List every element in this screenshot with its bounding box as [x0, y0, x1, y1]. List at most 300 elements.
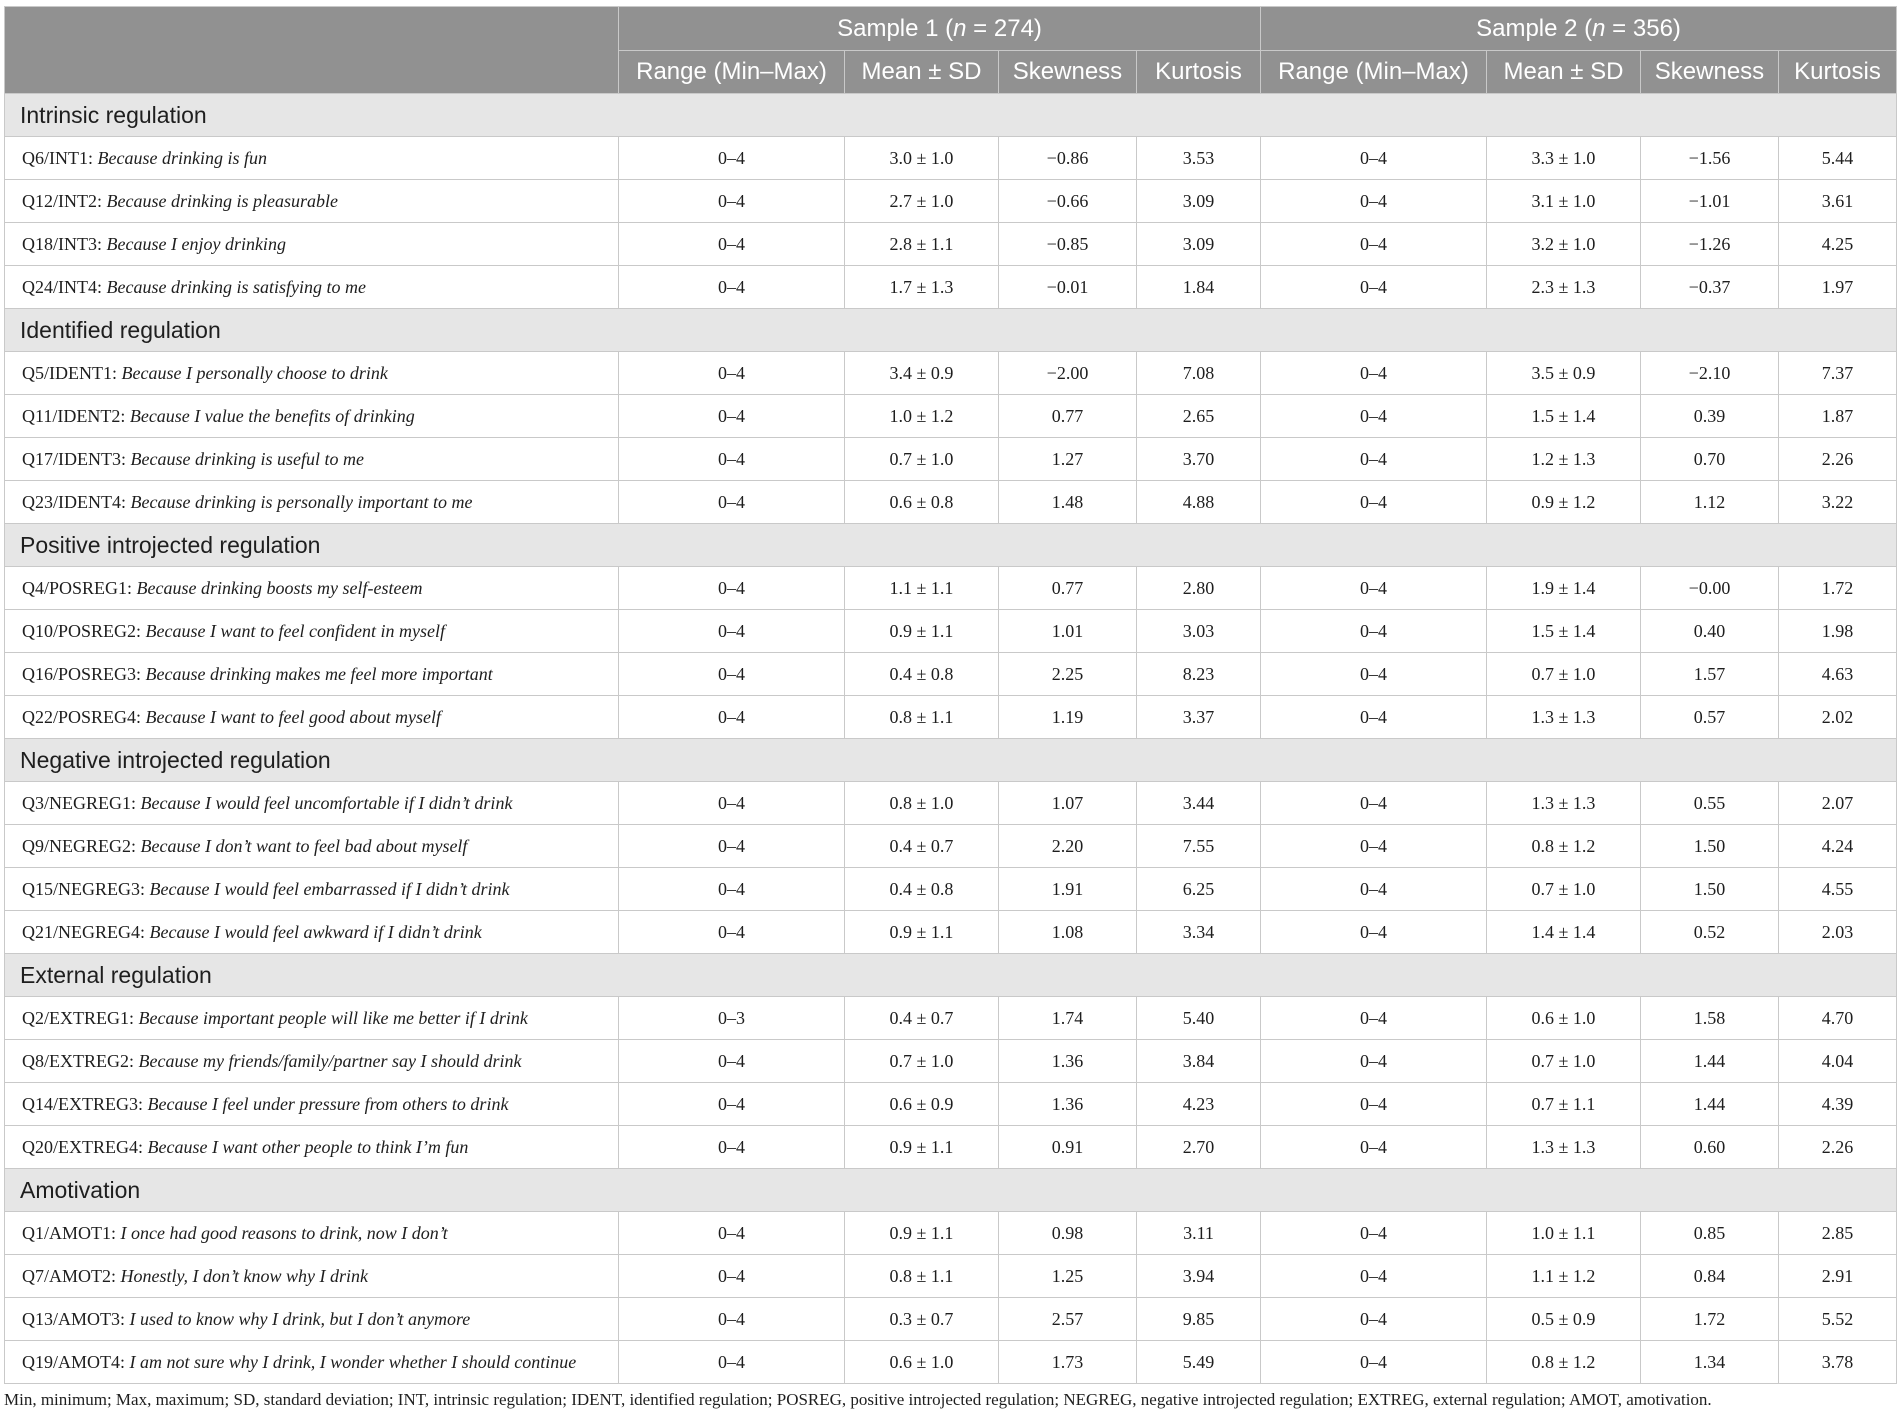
sample2-skewness-cell: −2.10 [1641, 352, 1779, 395]
table-row [5, 481, 1897, 524]
item-text: Because I would feel awkward if I didn’t drink [149, 921, 482, 942]
sample2-skewness-header: Skewness [1641, 51, 1779, 94]
item-text: Because drinking makes me feel more important [145, 663, 493, 684]
sample1-mean-sd-cell: 0.3 ± 0.7 [845, 1298, 999, 1341]
sample2-mean-sd-cell: 0.7 ± 1.1 [1487, 1083, 1641, 1126]
sample2-range-cell: 0–4 [1261, 911, 1487, 954]
sample1-range-cell: 0–4 [619, 137, 845, 180]
sample1-mean-header: Mean ± SD [845, 51, 999, 94]
group-row [5, 1169, 1897, 1212]
sample1-skewness-cell: 1.07 [999, 782, 1137, 825]
item-cell [5, 223, 619, 266]
item-cell [5, 1040, 619, 1083]
sample2-skewness-cell: −0.37 [1641, 266, 1779, 309]
sample1-range-cell: 0–4 [619, 782, 845, 825]
sample1-kurtosis-cell: 4.88 [1137, 481, 1261, 524]
sample1-range-cell: 0–4 [619, 180, 845, 223]
sample1-skewness-cell: 1.36 [999, 1040, 1137, 1083]
table-row [5, 438, 1897, 481]
sample2-mean-sd-cell: 0.8 ± 1.2 [1487, 1341, 1641, 1384]
sample2-kurtosis-cell: 1.97 [1779, 266, 1897, 309]
sample2-skewness-cell: 0.52 [1641, 911, 1779, 954]
sample1-skewness-cell: −0.01 [999, 266, 1137, 309]
sample1-skewness-cell: 0.77 [999, 567, 1137, 610]
item-code: Q11/IDENT2: [22, 405, 130, 426]
sample1-range-cell: 0–4 [619, 1341, 845, 1384]
item-code: Q4/POSREG1: [22, 577, 137, 598]
sample2-mean-sd-cell: 2.3 ± 1.3 [1487, 266, 1641, 309]
sample1-mean-sd-cell: 0.8 ± 1.0 [845, 782, 999, 825]
sample2-skewness-cell: 1.12 [1641, 481, 1779, 524]
sample2-range-cell: 0–4 [1261, 782, 1487, 825]
group-title: Identified regulation [5, 309, 1897, 352]
sample1-skewness-cell: 1.27 [999, 438, 1137, 481]
sample2-range-cell: 0–4 [1261, 653, 1487, 696]
item-text: Because I would feel uncomfortable if I didn’t drink [140, 792, 513, 813]
sample1-mean-sd-cell: 2.7 ± 1.0 [845, 180, 999, 223]
group-row [5, 954, 1897, 997]
sample2-mean-sd-cell: 0.8 ± 1.2 [1487, 825, 1641, 868]
table-row [5, 997, 1897, 1040]
sample1-skewness-cell: −0.85 [999, 223, 1137, 266]
item-cell [5, 610, 619, 653]
sample1-range-cell: 0–4 [619, 610, 845, 653]
item-cell [5, 567, 619, 610]
sample2-kurtosis-cell: 4.55 [1779, 868, 1897, 911]
sample2-mean-sd-cell: 1.0 ± 1.1 [1487, 1212, 1641, 1255]
sample1-mean-sd-cell: 0.8 ± 1.1 [845, 1255, 999, 1298]
sample1-range-cell: 0–4 [619, 395, 845, 438]
item-text: Because drinking is personally important to me [130, 491, 473, 512]
sample2-skewness-cell: −1.56 [1641, 137, 1779, 180]
sample1-skewness-cell: 1.08 [999, 911, 1137, 954]
item-code: Q7/AMOT2: [22, 1265, 121, 1286]
sample1-kurtosis-header: Kurtosis [1137, 51, 1261, 94]
sample2-kurtosis-cell: 2.02 [1779, 696, 1897, 739]
sample2-mean-sd-cell: 1.3 ± 1.3 [1487, 696, 1641, 739]
item-code: Q23/IDENT4: [22, 491, 131, 512]
sample2-kurtosis-cell: 4.25 [1779, 223, 1897, 266]
sample2-mean-sd-cell: 0.7 ± 1.0 [1487, 1040, 1641, 1083]
sample1-kurtosis-cell: 1.84 [1137, 266, 1261, 309]
sample1-mean-sd-cell: 0.9 ± 1.1 [845, 911, 999, 954]
item-cell [5, 997, 619, 1040]
sample1-skewness-cell: 1.48 [999, 481, 1137, 524]
item-cell [5, 1298, 619, 1341]
item-code: Q12/INT2: [22, 190, 107, 211]
sample1-skewness-cell: 0.98 [999, 1212, 1137, 1255]
sample2-skewness-cell: 1.50 [1641, 868, 1779, 911]
sample2-range-cell: 0–4 [1261, 1040, 1487, 1083]
sample2-kurtosis-cell: 1.72 [1779, 567, 1897, 610]
sample1-mean-sd-cell: 1.1 ± 1.1 [845, 567, 999, 610]
item-code: Q16/POSREG3: [22, 663, 146, 684]
item-text: I am not sure why I drink, I wonder whether I should continue [129, 1351, 577, 1372]
sample1-kurtosis-cell: 2.70 [1137, 1126, 1261, 1169]
item-text: I used to know why I drink, but I don’t anymore [129, 1308, 471, 1329]
item-text: Because I want other people to think I’m fun [147, 1136, 469, 1157]
table-body [5, 94, 1897, 1384]
sample1-range-cell: 0–4 [619, 1298, 845, 1341]
item-code: Q1/AMOT1: [22, 1222, 121, 1243]
sample1-range-cell: 0–4 [619, 696, 845, 739]
sample2-range-cell: 0–4 [1261, 825, 1487, 868]
table-row [5, 825, 1897, 868]
sample1-kurtosis-cell: 4.23 [1137, 1083, 1261, 1126]
sample2-range-cell: 0–4 [1261, 696, 1487, 739]
sample1-mean-sd-cell: 2.8 ± 1.1 [845, 223, 999, 266]
sample1-range-cell: 0–4 [619, 352, 845, 395]
sample2-skewness-cell: 1.44 [1641, 1083, 1779, 1126]
table-header [5, 7, 1897, 94]
sample1-range-header: Range (Min–Max) [619, 51, 845, 94]
sample2-skewness-cell: 0.39 [1641, 395, 1779, 438]
sample1-range-cell: 0–4 [619, 1083, 845, 1126]
item-code: Q10/POSREG2: [22, 620, 146, 641]
sample1-kurtosis-cell: 9.85 [1137, 1298, 1261, 1341]
sample2-mean-sd-cell: 0.7 ± 1.0 [1487, 868, 1641, 911]
item-text: Because drinking is fun [97, 147, 267, 168]
sample1-mean-sd-cell: 0.6 ± 0.9 [845, 1083, 999, 1126]
sample2-skewness-cell: 1.44 [1641, 1040, 1779, 1083]
sample2-skewness-cell: 1.58 [1641, 997, 1779, 1040]
sample2-kurtosis-cell: 1.87 [1779, 395, 1897, 438]
sample1-mean-sd-cell: 0.7 ± 1.0 [845, 438, 999, 481]
sample1-mean-sd-cell: 0.4 ± 0.8 [845, 868, 999, 911]
sample1-kurtosis-cell: 3.70 [1137, 438, 1261, 481]
sample2-kurtosis-cell: 2.07 [1779, 782, 1897, 825]
sample2-mean-sd-cell: 1.5 ± 1.4 [1487, 610, 1641, 653]
sample2-skewness-cell: 0.70 [1641, 438, 1779, 481]
item-code: Q3/NEGREG1: [22, 792, 141, 813]
sample2-mean-sd-cell: 1.3 ± 1.3 [1487, 1126, 1641, 1169]
item-code: Q18/INT3: [22, 233, 107, 254]
sample1-range-cell: 0–4 [619, 223, 845, 266]
item-text: Because drinking is satisfying to me [106, 276, 366, 297]
sample1-skewness-cell: −2.00 [999, 352, 1137, 395]
sample1-kurtosis-cell: 2.80 [1137, 567, 1261, 610]
item-code: Q20/EXTREG4: [22, 1136, 148, 1157]
table-footnote: Min, minimum; Max, maximum; SD, standard deviation; INT, intrinsic regulation; IDENT, identified regulation; POSREG, positive introjected regulation; NEGREG, negative introjected regulation; EXTREG, external regulation; AMOT, amotivation. [4, 1390, 1712, 1409]
sample2-kurtosis-cell: 4.39 [1779, 1083, 1897, 1126]
sample2-kurtosis-cell: 4.63 [1779, 653, 1897, 696]
sample1-mean-sd-cell: 1.7 ± 1.3 [845, 266, 999, 309]
sample1-skewness-cell: 1.91 [999, 868, 1137, 911]
sample2-kurtosis-cell: 2.85 [1779, 1212, 1897, 1255]
table-row [5, 395, 1897, 438]
sample2-mean-sd-cell: 0.9 ± 1.2 [1487, 481, 1641, 524]
sample1-mean-sd-cell: 3.4 ± 0.9 [845, 352, 999, 395]
item-text: Because I personally choose to drink [121, 362, 388, 383]
sample2-skewness-cell: 1.34 [1641, 1341, 1779, 1384]
group-title: Intrinsic regulation [5, 94, 1897, 137]
sample1-kurtosis-cell: 5.49 [1137, 1341, 1261, 1384]
sample2-skewness-cell: 0.60 [1641, 1126, 1779, 1169]
item-cell [5, 481, 619, 524]
table-row [5, 1083, 1897, 1126]
sample2-mean-sd-cell: 0.7 ± 1.0 [1487, 653, 1641, 696]
group-title: Positive introjected regulation [5, 524, 1897, 567]
item-code: Q9/NEGREG2: [22, 835, 141, 856]
sample1-kurtosis-cell: 3.03 [1137, 610, 1261, 653]
sample1-kurtosis-cell: 3.84 [1137, 1040, 1261, 1083]
item-cell [5, 395, 619, 438]
item-text: Because I would feel embarrassed if I didn’t drink [149, 878, 510, 899]
sample2-kurtosis-cell: 4.04 [1779, 1040, 1897, 1083]
sample2-kurtosis-cell: 3.61 [1779, 180, 1897, 223]
sample2-range-cell: 0–4 [1261, 180, 1487, 223]
sample1-mean-sd-cell: 0.6 ± 0.8 [845, 481, 999, 524]
descriptive-statistics-table [4, 6, 1897, 1384]
table-row [5, 266, 1897, 309]
item-cell [5, 782, 619, 825]
group-title: Negative introjected regulation [5, 739, 1897, 782]
table-row [5, 610, 1897, 653]
sample1-range-cell: 0–4 [619, 1212, 845, 1255]
table-row [5, 868, 1897, 911]
sample1-kurtosis-cell: 5.40 [1137, 997, 1261, 1040]
sample1-kurtosis-cell: 8.23 [1137, 653, 1261, 696]
group-title: Amotivation [5, 1169, 1897, 1212]
sample2-skewness-cell: 0.85 [1641, 1212, 1779, 1255]
item-cell [5, 911, 619, 954]
table-row [5, 223, 1897, 266]
sample1-mean-sd-cell: 1.0 ± 1.2 [845, 395, 999, 438]
item-text: Because my friends/family/partner say I should drink [138, 1050, 522, 1071]
sample2-kurtosis-cell: 5.52 [1779, 1298, 1897, 1341]
sample2-kurtosis-cell: 2.03 [1779, 911, 1897, 954]
sample1-skewness-cell: 2.25 [999, 653, 1137, 696]
sample1-kurtosis-cell: 6.25 [1137, 868, 1261, 911]
item-text: Because drinking is pleasurable [106, 190, 338, 211]
sample2-mean-sd-cell: 1.1 ± 1.2 [1487, 1255, 1641, 1298]
sample1-range-cell: 0–3 [619, 997, 845, 1040]
sample1-skewness-cell: 1.25 [999, 1255, 1137, 1298]
item-cell [5, 1341, 619, 1384]
sample2-kurtosis-cell: 5.44 [1779, 137, 1897, 180]
item-cell [5, 352, 619, 395]
sample2-kurtosis-cell: 7.37 [1779, 352, 1897, 395]
sample2-range-cell: 0–4 [1261, 481, 1487, 524]
sample1-range-cell: 0–4 [619, 1255, 845, 1298]
sample2-mean-sd-cell: 3.5 ± 0.9 [1487, 352, 1641, 395]
sample2-range-cell: 0–4 [1261, 1083, 1487, 1126]
sample2-range-cell: 0–4 [1261, 438, 1487, 481]
sample2-kurtosis-cell: 3.78 [1779, 1341, 1897, 1384]
sample2-mean-sd-cell: 3.1 ± 1.0 [1487, 180, 1641, 223]
sample2-kurtosis-cell: 1.98 [1779, 610, 1897, 653]
sample2-range-cell: 0–4 [1261, 352, 1487, 395]
table-row [5, 1341, 1897, 1384]
group-row [5, 94, 1897, 137]
sample1-range-cell: 0–4 [619, 653, 845, 696]
sample2-range-cell: 0–4 [1261, 1126, 1487, 1169]
sample1-skewness-cell: 2.57 [999, 1298, 1137, 1341]
sample1-skewness-header: Skewness [999, 51, 1137, 94]
sample1-range-cell: 0–4 [619, 481, 845, 524]
sample2-kurtosis-cell: 3.22 [1779, 481, 1897, 524]
item-cell [5, 137, 619, 180]
item-cell [5, 825, 619, 868]
sample2-kurtosis-cell: 2.26 [1779, 438, 1897, 481]
sample1-range-cell: 0–4 [619, 266, 845, 309]
sample1-range-cell: 0–4 [619, 567, 845, 610]
sample2-mean-header: Mean ± SD [1487, 51, 1641, 94]
descriptive-statistics-table-container [4, 6, 1896, 1384]
sample2-skewness-cell: 0.84 [1641, 1255, 1779, 1298]
sample2-mean-sd-cell: 1.3 ± 1.3 [1487, 782, 1641, 825]
sample1-kurtosis-cell: 3.11 [1137, 1212, 1261, 1255]
sample2-mean-sd-cell: 3.3 ± 1.0 [1487, 137, 1641, 180]
item-code: Q24/INT4: [22, 276, 107, 297]
sample1-range-cell: 0–4 [619, 1126, 845, 1169]
item-text: Because I feel under pressure from others to drink [147, 1093, 509, 1114]
table-row [5, 1126, 1897, 1169]
sample1-kurtosis-cell: 2.65 [1137, 395, 1261, 438]
sample1-mean-sd-cell: 0.4 ± 0.8 [845, 653, 999, 696]
item-column-header [5, 7, 619, 94]
sample2-range-cell: 0–4 [1261, 1298, 1487, 1341]
sample2-kurtosis-cell: 2.26 [1779, 1126, 1897, 1169]
sample2-range-cell: 0–4 [1261, 266, 1487, 309]
sample2-kurtosis-cell: 4.24 [1779, 825, 1897, 868]
sample2-range-cell: 0–4 [1261, 1255, 1487, 1298]
item-cell [5, 653, 619, 696]
item-text: I once had good reasons to drink, now I don’t [120, 1222, 448, 1243]
item-cell [5, 180, 619, 223]
sample2-skewness-cell: 0.55 [1641, 782, 1779, 825]
item-cell [5, 696, 619, 739]
sample2-skewness-cell: 1.72 [1641, 1298, 1779, 1341]
sample2-mean-sd-cell: 0.5 ± 0.9 [1487, 1298, 1641, 1341]
sample1-skewness-cell: 1.74 [999, 997, 1137, 1040]
sample2-range-cell: 0–4 [1261, 1212, 1487, 1255]
item-code: Q14/EXTREG3: [22, 1093, 148, 1114]
sample1-range-cell: 0–4 [619, 438, 845, 481]
sample1-mean-sd-cell: 0.6 ± 1.0 [845, 1341, 999, 1384]
sample1-mean-sd-cell: 0.4 ± 0.7 [845, 997, 999, 1040]
sample1-mean-sd-cell: 0.9 ± 1.1 [845, 610, 999, 653]
sample1-kurtosis-cell: 3.53 [1137, 137, 1261, 180]
item-code: Q5/IDENT1: [22, 362, 122, 383]
item-text: Because I want to feel good about myself [145, 706, 441, 727]
sample1-kurtosis-cell: 7.08 [1137, 352, 1261, 395]
sample1-mean-sd-cell: 0.9 ± 1.1 [845, 1212, 999, 1255]
sample1-skewness-cell: 1.36 [999, 1083, 1137, 1126]
table-row [5, 1298, 1897, 1341]
sample2-range-cell: 0–4 [1261, 567, 1487, 610]
table-row [5, 567, 1897, 610]
table-row [5, 180, 1897, 223]
sample2-range-cell: 0–4 [1261, 1341, 1487, 1384]
table-row [5, 352, 1897, 395]
sample2-mean-sd-cell: 1.4 ± 1.4 [1487, 911, 1641, 954]
group-row [5, 739, 1897, 782]
sample2-skewness-cell: −1.26 [1641, 223, 1779, 266]
sample1-skewness-cell: 1.01 [999, 610, 1137, 653]
item-text: Because I enjoy drinking [106, 233, 286, 254]
sample1-kurtosis-cell: 3.44 [1137, 782, 1261, 825]
item-code: Q2/EXTREG1: [22, 1007, 139, 1028]
table-row [5, 1212, 1897, 1255]
sample2-range-cell: 0–4 [1261, 395, 1487, 438]
group-title: External regulation [5, 954, 1897, 997]
sample2-skewness-cell: 0.40 [1641, 610, 1779, 653]
item-cell [5, 266, 619, 309]
item-code: Q22/POSREG4: [22, 706, 146, 727]
item-code: Q19/AMOT4: [22, 1351, 130, 1372]
item-cell [5, 1212, 619, 1255]
sample2-range-cell: 0–4 [1261, 997, 1487, 1040]
table-row [5, 653, 1897, 696]
sample1-skewness-cell: 1.73 [999, 1341, 1137, 1384]
item-cell [5, 1255, 619, 1298]
sample1-kurtosis-cell: 3.94 [1137, 1255, 1261, 1298]
sample2-mean-sd-cell: 1.5 ± 1.4 [1487, 395, 1641, 438]
sample2-mean-sd-cell: 1.2 ± 1.3 [1487, 438, 1641, 481]
sample2-mean-sd-cell: 3.2 ± 1.0 [1487, 223, 1641, 266]
item-text: Honestly, I don’t know why I drink [120, 1265, 368, 1286]
item-code: Q15/NEGREG3: [22, 878, 150, 899]
sample1-kurtosis-cell: 3.09 [1137, 180, 1261, 223]
sample1-skewness-cell: 0.91 [999, 1126, 1137, 1169]
sample2-range-cell: 0–4 [1261, 137, 1487, 180]
sample1-skewness-cell: −0.66 [999, 180, 1137, 223]
sample2-kurtosis-cell: 4.70 [1779, 997, 1897, 1040]
item-text: Because drinking boosts my self-esteem [136, 577, 423, 598]
group-row [5, 524, 1897, 567]
sample2-kurtosis-cell: 2.91 [1779, 1255, 1897, 1298]
sample1-skewness-cell: 1.19 [999, 696, 1137, 739]
item-cell [5, 1083, 619, 1126]
sample1-range-cell: 0–4 [619, 825, 845, 868]
item-text: Because I want to feel confident in myself [145, 620, 445, 641]
item-code: Q6/INT1: [22, 147, 98, 168]
sample1-mean-sd-cell: 0.7 ± 1.0 [845, 1040, 999, 1083]
sample2-skewness-cell: 1.50 [1641, 825, 1779, 868]
sample1-skewness-cell: −0.86 [999, 137, 1137, 180]
sample1-range-cell: 0–4 [619, 911, 845, 954]
sample1-kurtosis-cell: 7.55 [1137, 825, 1261, 868]
item-code: Q13/AMOT3: [22, 1308, 130, 1329]
table-row [5, 1040, 1897, 1083]
item-text: Because drinking is useful to me [130, 448, 364, 469]
sample2-skewness-cell: 1.57 [1641, 653, 1779, 696]
item-code: Q17/IDENT3: [22, 448, 131, 469]
item-code: Q21/NEGREG4: [22, 921, 150, 942]
sample2-mean-sd-cell: 0.6 ± 1.0 [1487, 997, 1641, 1040]
sample1-mean-sd-cell: 0.4 ± 0.7 [845, 825, 999, 868]
sample2-skewness-cell: −0.00 [1641, 567, 1779, 610]
sample2-range-cell: 0–4 [1261, 223, 1487, 266]
item-text: Because I value the benefits of drinking [129, 405, 415, 426]
sample2-header: Sample 2 (n = 356) [1261, 7, 1897, 51]
item-cell [5, 1126, 619, 1169]
table-row [5, 137, 1897, 180]
item-cell [5, 438, 619, 481]
sample1-range-cell: 0–4 [619, 1040, 845, 1083]
sample2-range-header: Range (Min–Max) [1261, 51, 1487, 94]
group-row [5, 309, 1897, 352]
sample2-range-cell: 0–4 [1261, 610, 1487, 653]
sample2-skewness-cell: 0.57 [1641, 696, 1779, 739]
sample2-kurtosis-header: Kurtosis [1779, 51, 1897, 94]
sample1-range-cell: 0–4 [619, 868, 845, 911]
sample1-skewness-cell: 0.77 [999, 395, 1137, 438]
sample2-mean-sd-cell: 1.9 ± 1.4 [1487, 567, 1641, 610]
item-text: Because I don’t want to feel bad about myself [140, 835, 468, 856]
sample1-mean-sd-cell: 0.8 ± 1.1 [845, 696, 999, 739]
